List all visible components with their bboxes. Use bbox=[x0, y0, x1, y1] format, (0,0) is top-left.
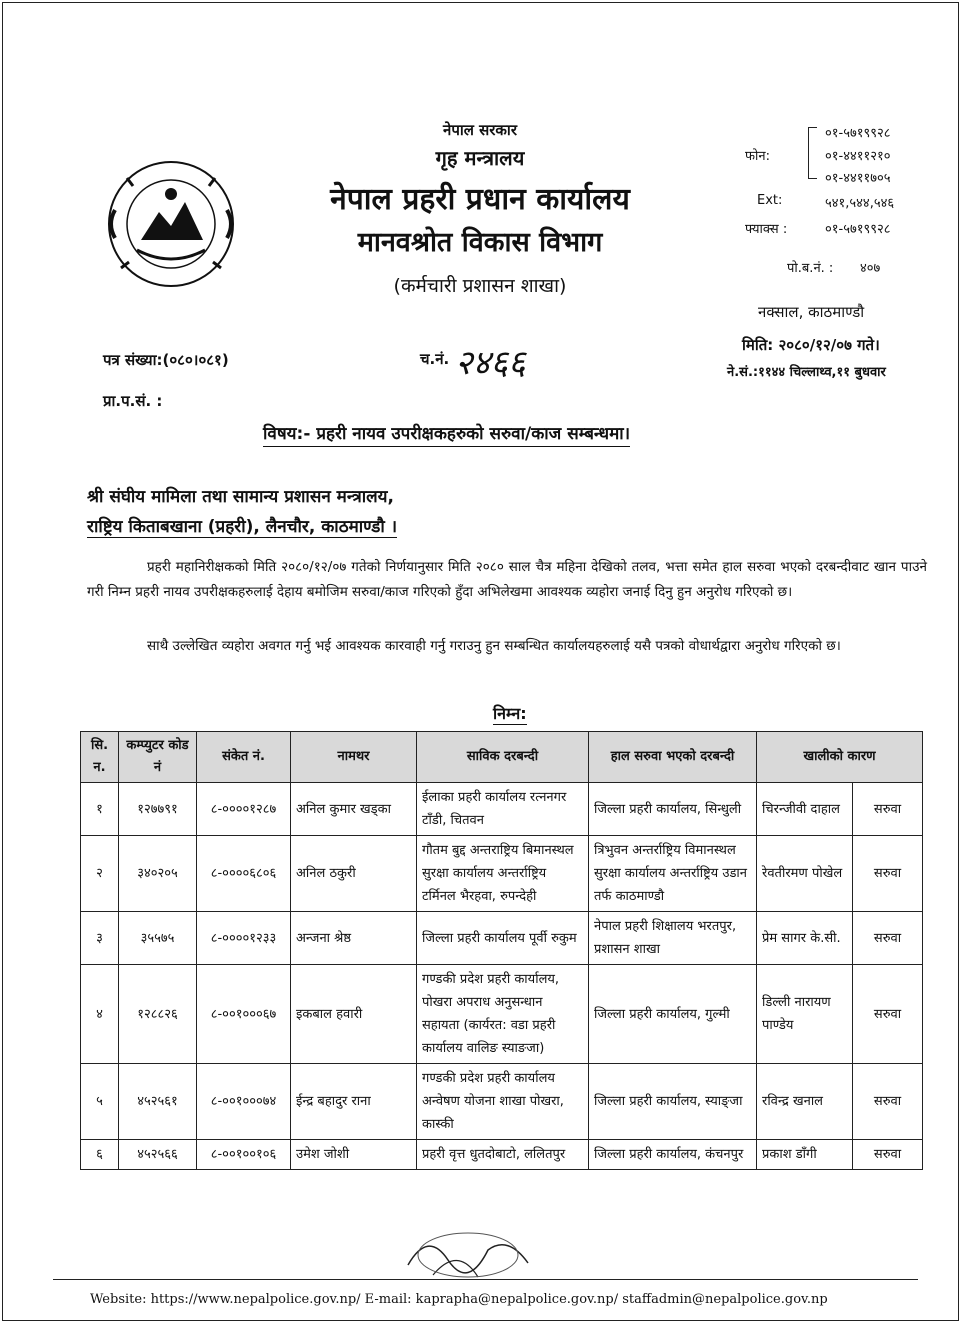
cell-reason: सरुवा bbox=[853, 1140, 923, 1170]
cell-reason: सरुवा bbox=[853, 783, 923, 836]
phone-bracket bbox=[808, 127, 817, 179]
cell-code: ३५५७५ bbox=[119, 912, 197, 965]
cell-current: त्रिभुवन अन्तर्राष्ट्रिय विमानस्थल सुरक्षा कार्यालय अन्तर्राष्ट्रिय उडान तर्फ काठमाण्डौ bbox=[589, 836, 757, 912]
ministry-name: गृह मन्त्रालय bbox=[435, 146, 525, 170]
header-vacancy-reason: खालीको कारण bbox=[757, 732, 923, 783]
subject-line: विषय:- प्रहरी नायव उपरीक्षकहरुको सरुवा/काज सम्बन्धमा। bbox=[263, 421, 630, 447]
cell-vacancy-name: डिल्ली नारायण पाण्डेय bbox=[757, 965, 853, 1064]
cell-previous: गण्डकी प्रदेश प्रहरी कार्यालय अन्वेषण योजना शाखा पोखरा, कास्की bbox=[417, 1064, 589, 1140]
table-row bbox=[81, 965, 923, 1064]
cell-sn: ३ bbox=[81, 912, 119, 965]
cell-current: नेपाल प्रहरी शिक्षालय भरतपुर, प्रशासन शाखा bbox=[589, 912, 757, 965]
cell-reason: सरुवा bbox=[853, 1064, 923, 1140]
addressee-line-2: राष्ट्रिय किताबखाना (प्रहरी), लैनचौर, काठमाण्डौ । bbox=[87, 514, 397, 538]
cell-current: जिल्ला प्रहरी कार्यालय, गुल्मी bbox=[589, 965, 757, 1064]
cell-reason: सरुवा bbox=[853, 836, 923, 912]
cell-name: ईन्द्र बहादुर राना bbox=[291, 1064, 417, 1140]
cell-sn: ६ bbox=[81, 1140, 119, 1170]
cell-name: अन्जना श्रेष्ठ bbox=[291, 912, 417, 965]
section-name: (कर्मचारी प्रशासन शाखा) bbox=[393, 275, 567, 297]
pobox-label: पो.ब.नं. : bbox=[787, 261, 834, 276]
cell-name: अनिल ठकुरी bbox=[291, 836, 417, 912]
location: नक्साल, काठमाण्डौ bbox=[758, 303, 865, 321]
cell-sn: ५ bbox=[81, 1064, 119, 1140]
cell-code: ३४०२०५ bbox=[119, 836, 197, 912]
table-header-row bbox=[81, 732, 923, 783]
cell-code: ४५२५६१ bbox=[119, 1064, 197, 1140]
nepal-sambat-date: ने.सं.:११४४ चिल्लाथ्व,११ बुधवार bbox=[727, 365, 886, 380]
header-name: नामथर bbox=[291, 732, 417, 783]
cell-reason: सरुवा bbox=[853, 912, 923, 965]
fax-value: ०१-५७१९९२८ bbox=[825, 222, 891, 237]
phone-1: ०१-५७१९९२८ bbox=[825, 126, 891, 141]
cell-previous: प्रहरी वृत्त धुतदोबाटो, ललितपुर bbox=[417, 1140, 589, 1170]
cell-vacancy-name: प्रेम सागर के.सी. bbox=[757, 912, 853, 965]
cell-vacancy-name: चिरन्जीवी दाहाल bbox=[757, 783, 853, 836]
header-sn: सि. न. bbox=[81, 732, 119, 783]
header-previous-post: साविक दरबन्दी bbox=[417, 732, 589, 783]
table-row bbox=[81, 1064, 923, 1140]
cell-sanket: ८-००१०००६७ bbox=[197, 965, 291, 1064]
header-sanket-no: संकेत नं. bbox=[197, 732, 291, 783]
cell-sanket: ८-००१००१०६ bbox=[197, 1140, 291, 1170]
cell-name: इकबाल हवारी bbox=[291, 965, 417, 1064]
phone-2: ०१-४४११२१० bbox=[825, 149, 891, 164]
cell-sanket: ८-००१०००७४ bbox=[197, 1064, 291, 1140]
table-row bbox=[81, 836, 923, 912]
letter-number: पत्र संख्या:(०८०।०८१) bbox=[103, 351, 229, 369]
cell-sn: ४ bbox=[81, 965, 119, 1064]
table-row bbox=[81, 1140, 923, 1170]
ext-value: ५४१,५४४,५४६ bbox=[825, 196, 895, 211]
office-name: नेपाल प्रहरी प्रधान कार्यालय bbox=[330, 182, 630, 217]
cell-reason: सरुवा bbox=[853, 965, 923, 1064]
nepal-emblem-icon bbox=[97, 150, 245, 298]
list-title: निम्न: bbox=[493, 704, 527, 723]
cell-sanket: ८-००००१२३३ bbox=[197, 912, 291, 965]
header-current-post: हाल सरुवा भएको दरबन्दी bbox=[589, 732, 757, 783]
chalani-label: च.नं. bbox=[420, 350, 450, 368]
ext-label: Ext: bbox=[757, 193, 783, 208]
cell-sanket: ८-००००६८०६ bbox=[197, 836, 291, 912]
body-paragraph-1-text: प्रहरी महानिरीक्षकको मिति २०८०/१२/०७ गतेको निर्णयानुसार मिति २०८० साल चैत्र महिना देखिको तलव, भत्ता समेत हाल सरुवा भएको दरबन्दीवाट खान पाउने गरी निम्न प्रहरी नायव उपरीक्षकहरुलाई देहाय बमोजिम सरुवा/काज गरिएको हुँदा अभिलेखमा आवश्यक व्यहोरा जनाई दिनु हुन अनुरोध गरिएको छ। bbox=[87, 559, 927, 600]
body-paragraph-2-text: साथै उल्लेखित व्यहोरा अवगत गर्नु भई आवश्यक कारवाही गर्नु गराउनु हुन सम्बन्धित कार्यालयहरुलाई यसै पत्रको वोधार्थद्वारा अनुरोध गरिएको छ। bbox=[147, 638, 841, 654]
phone-3: ०१-४४११७०५ bbox=[825, 171, 891, 186]
cell-current: जिल्ला प्रहरी कार्यालय, कंचनपुर bbox=[589, 1140, 757, 1170]
footer-divider bbox=[53, 1279, 918, 1280]
cell-previous: जिल्ला प्रहरी कार्यालय पूर्वी रुकुम bbox=[417, 912, 589, 965]
cell-current: जिल्ला प्रहरी कार्यालय, स्याङ्जा bbox=[589, 1064, 757, 1140]
cell-name: अनिल कुमार खड्का bbox=[291, 783, 417, 836]
signature-stamp-icon bbox=[398, 1225, 538, 1285]
cell-vacancy-name: प्रकाश डाँगी bbox=[757, 1140, 853, 1170]
table-row bbox=[81, 783, 923, 836]
transfer-table bbox=[80, 731, 923, 1170]
body-paragraph-1 bbox=[87, 555, 927, 605]
pobox-value: ४०७ bbox=[860, 261, 881, 276]
prapa-label: प्रा.प.सं. : bbox=[103, 392, 163, 410]
cell-vacancy-name: रविन्द्र खनाल bbox=[757, 1064, 853, 1140]
cell-sn: २ bbox=[81, 836, 119, 912]
cell-previous: ईलाका प्रहरी कार्यालय रत्ननगर टाँडी, चितवन bbox=[417, 783, 589, 836]
cell-sanket: ८-००००१२८७ bbox=[197, 783, 291, 836]
cell-current: जिल्ला प्रहरी कार्यालय, सिन्धुली bbox=[589, 783, 757, 836]
addressee-line-1: श्री संघीय मामिला तथा सामान्य प्रशासन मन्त्रालय, bbox=[87, 487, 394, 507]
cell-previous: गण्डकी प्रदेश प्रहरी कार्यालय, पोखरा अपराध अनुसन्धान सहायता (कार्यरत: वडा प्रहरी कार्यालय वालिङ स्याङजा) bbox=[417, 965, 589, 1064]
chalani-number: २४६६ bbox=[455, 343, 526, 383]
cell-name: उमेश जोशी bbox=[291, 1140, 417, 1170]
header-computer-code: कम्प्युटर कोड नं bbox=[119, 732, 197, 783]
footer-contact: Website: https://www.nepalpolice.gov.np/ E-mail: kaprapha@nepalpolice.gov.np/ staffadmin@nepalpolice.gov.np bbox=[90, 1292, 828, 1307]
government-name: नेपाल सरकार bbox=[443, 121, 517, 139]
table-row bbox=[81, 912, 923, 965]
cell-code: ४५२५६६ bbox=[119, 1140, 197, 1170]
fax-label: फ्याक्स : bbox=[745, 222, 788, 237]
cell-sn: १ bbox=[81, 783, 119, 836]
body-paragraph-2 bbox=[87, 634, 927, 659]
department-name: मानवश्रोत विकास विभाग bbox=[357, 227, 603, 258]
phone-label: फोन: bbox=[745, 149, 770, 164]
letter-date: मिति: २०८०/१२/०७ गते। bbox=[742, 336, 880, 354]
cell-vacancy-name: रेवतीरमण पोखेल bbox=[757, 836, 853, 912]
cell-previous: गौतम बुद्द अन्तराष्ट्रिय बिमानस्थल सुरक्षा कार्यालय अन्तर्राष्ट्रिय टर्मिनल भैरहवा, रुपन्देही bbox=[417, 836, 589, 912]
cell-code: १२८८२६ bbox=[119, 965, 197, 1064]
cell-code: १२७७९१ bbox=[119, 783, 197, 836]
